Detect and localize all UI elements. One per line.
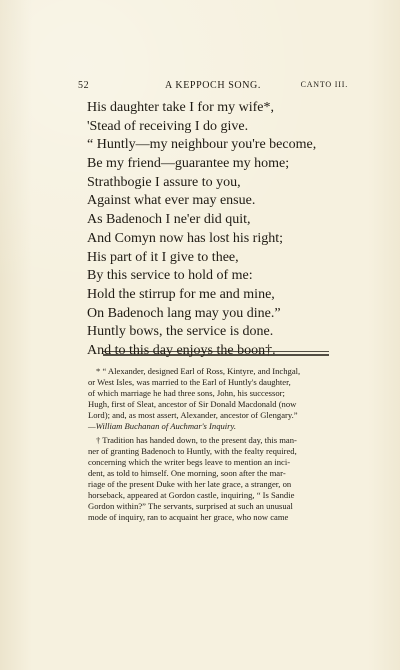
poem-line: And to this day enjoys the boon†. [87,342,276,358]
footnote-line: Hugh, first of Sleat, ancestor of Sir Donald Macdonald (now [88,399,297,409]
running-title: A KEPPOCH SONG. [165,80,261,91]
footnote-line: mode of inquiry, ran to acquaint her grace, who now came [88,512,289,522]
poem-text [87,99,347,361]
footnote-line: Gordon within?” The servants, surprised at such an unusual [88,501,293,511]
poem-line: And Comyn now has lost his right; [87,230,284,246]
poem-line: “ Huntly—my neighbour you're become, [87,137,317,153]
footnote-line: horseback, appeared at Gordon castle, inquiring, “ Is Sandie [88,490,295,500]
poem-line: By this service to hold of me: [87,268,253,284]
footnote-line: † Tradition has handed down, to the present day, this man- [96,435,297,445]
poem-line: 'Stead of receiving I do give. [87,118,249,134]
footnote-rule [103,351,329,356]
poem-line: Huntly bows, the service is done. [87,324,274,340]
footnote-line: * “ Alexander, designed Earl of Ross, Kintyre, and Inchgal, [96,366,301,376]
running-header [78,80,348,94]
footnote-line: of which marriage he had three sons, John, his successor; [88,388,285,398]
footnotes [88,366,350,523]
footnote-line: Lord); and, as most assert, Alexander, ancestor of Glengary.” [88,410,298,420]
poem-line: His daughter take I for my wife*, [87,100,274,115]
footnote-line: riage of the present Duke with her late grace, a stranger, on [88,479,292,489]
poem-line: As Badenoch I ne'er did quit, [87,212,251,228]
poem-line: Against what ever may ensue. [87,193,256,209]
footnote-line: concerning which the writer begs leave to mention an inci- [88,457,291,467]
footnote-line: or West Isles, was married to the Earl of Huntly's daughter, [88,377,291,387]
footnote-attribution: —William Buchanan of Auchmar's Inquiry. [88,421,237,431]
poem-line: Hold the stirrup for me and mine, [87,286,275,302]
footnote-line: ner of granting Badenoch to Huntly, with the fealty required, [88,446,297,456]
canto-label: CANTO III. [300,80,348,89]
page-number: 52 [78,80,90,91]
poem-line: Strathbogie I assure to you, [87,174,241,190]
poem-line: His part of it I give to thee, [87,249,239,265]
poem-line: On Badenoch lang may you dine.” [87,305,281,321]
footnote-line: dent, as told to himself. One morning, soon after the mar- [88,468,286,478]
poem-line: Be my friend—guarantee my home; [87,156,290,172]
